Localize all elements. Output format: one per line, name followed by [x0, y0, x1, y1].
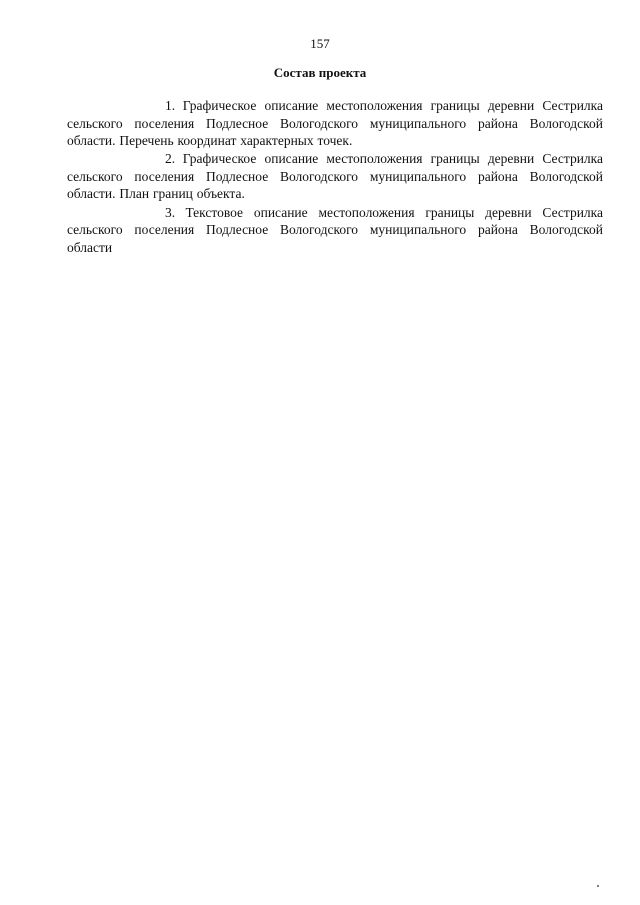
page-number: 157 — [310, 36, 330, 51]
list-item — [67, 150, 603, 203]
document-title: Состав проекта — [273, 65, 367, 80]
list-item — [67, 97, 603, 150]
list-item-number: 2. — [165, 151, 176, 167]
scan-speck — [597, 885, 599, 887]
list-item-text: Графическое описание местоположения границы деревни Сестрилка сельского поселения Подлесное Вологодского муниципального района Вологодской области. План границ объекта. — [67, 151, 604, 202]
list-item-text: Графическое описание местоположения границы деревни Сестрилка сельского поселения Подлесное Вологодского муниципального района Вологодской области. Перечень координат характерных точек. — [67, 98, 604, 149]
list-item-number: 3. — [165, 204, 176, 220]
project-contents-list — [67, 97, 603, 257]
list-item-text: Текстовое описание местоположения границы деревни Сестрилка сельского поселения Подлесное Вологодского муниципального района Вологодской области — [67, 204, 604, 255]
list-item — [67, 204, 603, 257]
list-item-number: 1. — [165, 98, 176, 113]
